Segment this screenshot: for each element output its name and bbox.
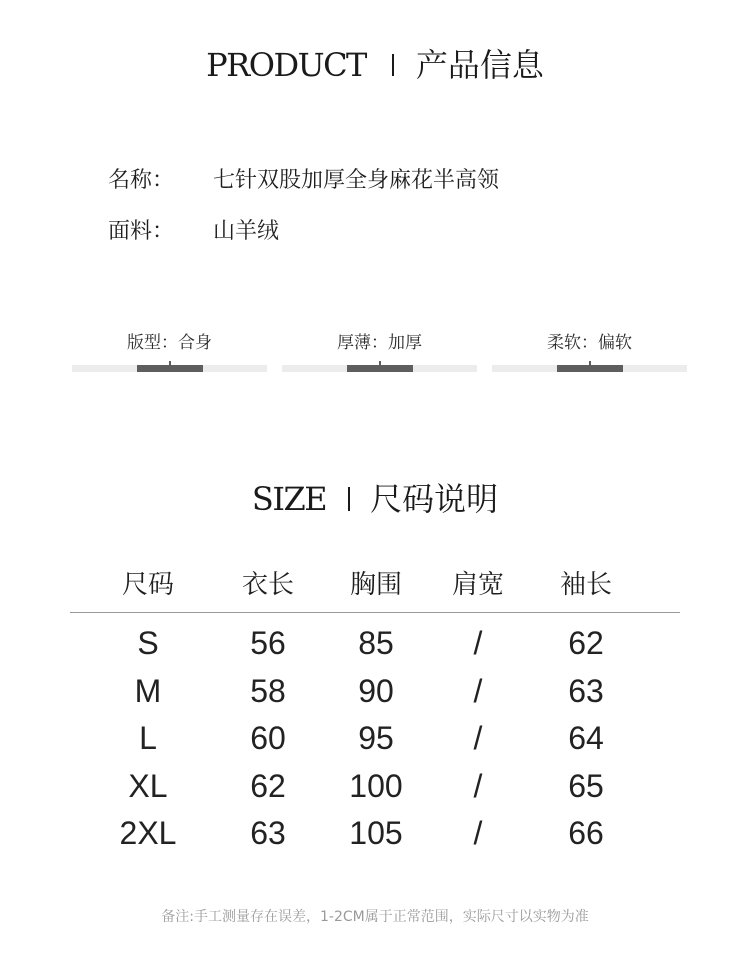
cell-size: M [134, 672, 162, 709]
table-row [70, 764, 680, 812]
material-row [108, 214, 279, 245]
size-table-body [70, 613, 680, 859]
size-heading-english: SIZE [251, 480, 327, 518]
attribute-fit-value: 合身 [178, 333, 212, 353]
table-row [70, 716, 680, 764]
cell-chest: 95 [358, 720, 394, 756]
table-row [70, 669, 680, 717]
attribute-softness-value: 偏软 [598, 333, 632, 353]
cell-sleeve: 65 [568, 767, 604, 804]
header-length: 衣长 [241, 570, 294, 600]
cell-shoulder: / [473, 815, 483, 851]
table-row [70, 621, 680, 669]
table-row [70, 811, 680, 859]
product-name-label [108, 163, 213, 194]
attribute-fit-scale-track [72, 365, 267, 372]
attribute-fit [72, 328, 267, 352]
attribute-softness-text [492, 328, 687, 352]
size-table [70, 560, 680, 859]
product-name-value: 七针双股加厚全身麻花半高领 [213, 168, 500, 193]
material-value: 山羊绒 [213, 219, 280, 244]
cell-size: 2XL [119, 815, 177, 851]
product-heading-english: PRODUCT [206, 46, 366, 84]
cell-sleeve: 64 [568, 720, 604, 756]
cell-size: L [139, 720, 157, 756]
heading-separator [348, 487, 350, 511]
attribute-softness-scale-marker [589, 361, 591, 365]
cell-shoulder: / [473, 720, 483, 756]
product-name-row [108, 163, 499, 194]
measurement-footnote: 备注:手工测量存在误差，1-2CM属于正常范围，实际尺寸以实物为准 [161, 909, 589, 925]
size-table-header [70, 560, 680, 613]
cell-chest: 90 [358, 672, 394, 709]
heading-separator [392, 54, 394, 76]
cell-size: XL [128, 767, 168, 804]
attribute-fit-text [72, 328, 267, 352]
size-section-heading [0, 474, 750, 520]
attribute-thickness-scale-track [282, 365, 477, 372]
cell-length: 63 [250, 815, 286, 851]
attribute-fit-scale-marker [169, 361, 171, 365]
attribute-thickness-value: 加厚 [388, 333, 422, 353]
cell-chest: 105 [349, 815, 403, 851]
size-heading-chinese: 尺码说明 [370, 480, 499, 518]
attribute-fit-label: 版型： [127, 333, 178, 353]
cell-length: 62 [250, 767, 286, 804]
cell-size: S [137, 625, 159, 661]
cell-length: 58 [250, 672, 286, 709]
cell-chest: 100 [349, 767, 403, 804]
attribute-thickness-label: 厚薄： [337, 333, 388, 353]
header-size: 尺码 [121, 570, 174, 600]
material-label [108, 214, 213, 245]
attribute-softness-scale-track [492, 365, 687, 372]
cell-shoulder: / [473, 767, 483, 804]
attribute-thickness-text [282, 328, 477, 352]
attribute-softness [492, 328, 687, 352]
attribute-thickness-scale-fill [347, 365, 413, 372]
header-chest: 胸围 [349, 570, 402, 600]
attribute-thickness [282, 328, 477, 352]
cell-length: 56 [250, 625, 286, 661]
attribute-softness-scale-fill [557, 365, 623, 372]
attribute-fit-scale-fill [137, 365, 203, 372]
cell-chest: 85 [358, 625, 394, 661]
material-label-text: 面料： [108, 219, 175, 244]
header-sleeve: 袖长 [559, 570, 612, 600]
cell-length: 60 [250, 720, 286, 756]
cell-sleeve: 63 [568, 672, 604, 709]
header-shoulder: 肩宽 [451, 570, 504, 600]
attribute-thickness-scale-marker [379, 361, 381, 365]
product-name-label-text: 名称： [108, 168, 175, 193]
product-section-heading [0, 40, 750, 86]
cell-sleeve: 62 [568, 625, 604, 661]
cell-shoulder: / [473, 672, 483, 709]
cell-shoulder: / [473, 625, 483, 661]
attribute-softness-label: 柔软： [547, 333, 598, 353]
cell-sleeve: 66 [568, 815, 604, 851]
product-heading-chinese: 产品信息 [415, 46, 544, 84]
